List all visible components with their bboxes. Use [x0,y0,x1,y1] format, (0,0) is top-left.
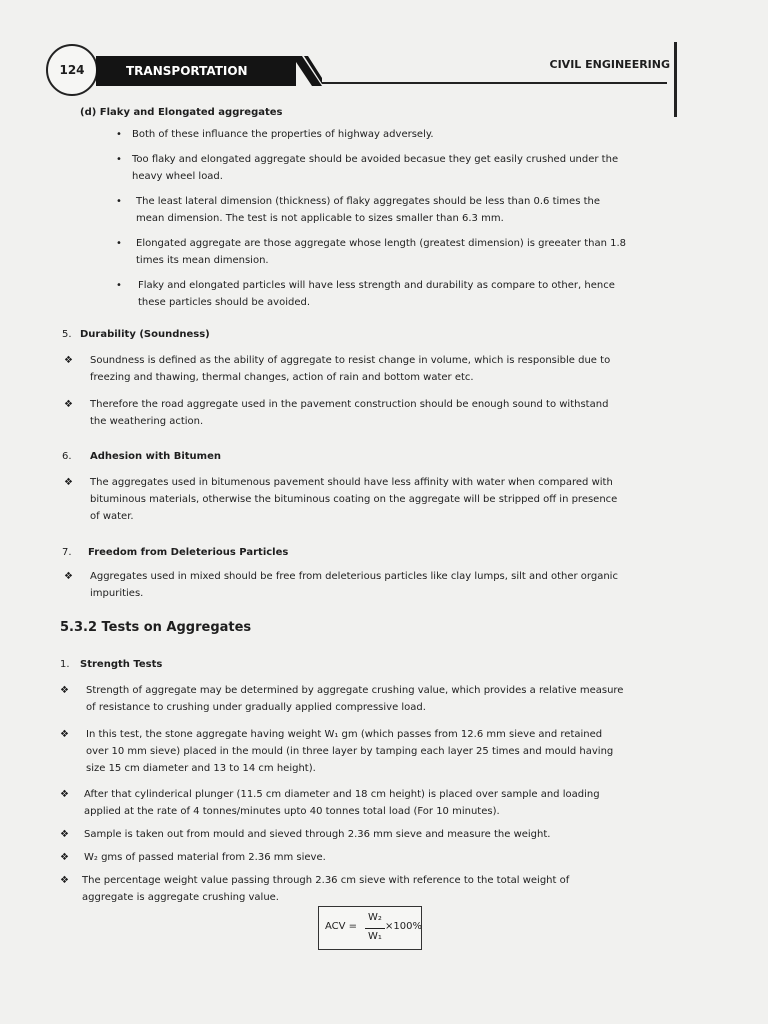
section-5-title: Durability (Soundness) [80,329,210,340]
s6-bullet-1-line-2: bituminous materials, otherwise the bituminous coating on the aggregate will be stripped off in presence [90,494,618,505]
d-bullet-3-line-2: mean dimension. The test is not applicable to sizes smaller than 6.3 mm. [136,213,504,224]
formula-rhs: ×100% [385,921,422,932]
bullet-diamond: ❖ [60,829,69,840]
page-number: 124 [59,63,85,77]
section-7-title: Freedom from Deleterious Particles [88,547,289,558]
d-bullet-2-line-1: Too flaky and elongated aggregate should be avoided becasue they get easily crushed under the [132,154,619,165]
bullet-diamond: ❖ [60,875,69,886]
s5-bullet-2-line-1: Therefore the road aggregate used in the pavement construction should be enough sound to withstand [90,399,609,410]
section-5-number: 5. [62,329,72,340]
bullet-dot: • [116,238,122,249]
t1-bullet-2-line-2: over 10 mm sieve) placed in the mould (in three layer by tamping each layer 25 times and mould having [86,746,614,757]
test-1-number: 1. [60,659,70,670]
d-bullet-1: Both of these influance the properties of highway adversely. [132,129,434,140]
bullet-dot: • [116,196,122,207]
bullet-diamond: ❖ [60,852,69,863]
fraction-bar [365,928,385,929]
t1-bullet-2-line-1: In this test, the stone aggregate having weight W₁ gm (which passes from 12.6 mm sieve and retained [86,729,603,740]
section-title: TRANSPORTATION [126,64,248,78]
t1-bullet-2-line-3: size 15 cm diameter and 13 to 14 cm height). [86,763,316,774]
bullet-diamond: ❖ [64,399,73,410]
t1-bullet-6-line-1: The percentage weight value passing through 2.36 cm sieve with reference to the total weight of [82,875,570,886]
section-7-number: 7. [62,547,72,558]
margin-bar [674,42,677,117]
bullet-dot: • [116,154,122,165]
d-bullet-2-line-2: heavy wheel load. [132,171,223,182]
section-5-3-2-heading: 5.3.2 Tests on Aggregates [60,620,252,635]
t1-bullet-1-line-2: of resistance to crushing under gradually applied compressive load. [86,702,426,713]
bullet-diamond: ❖ [64,477,73,488]
page-number-badge [46,44,98,96]
section-6-title: Adhesion with Bitumen [90,451,221,462]
formula-numerator: W₂ [368,912,382,923]
d-bullet-4-line-2: times its mean dimension. [136,255,269,266]
bullet-diamond: ❖ [64,355,73,366]
s6-bullet-1-line-3: of water. [90,511,134,522]
t1-bullet-3-line-1: After that cylinderical plunger (11.5 cm diameter and 18 cm height) is placed over sample and loading [84,789,600,800]
t1-bullet-1-line-1: Strength of aggregate may be determined by aggregate crushing value, which provides a relative measure [86,685,624,696]
d-bullet-4-line-1: Elongated aggregate are those aggregate whose length (greatest dimension) is greeater than 1.8 [136,238,627,249]
s7-bullet-1-line-2: impurities. [90,588,144,599]
formula-denominator: W₁ [368,931,382,942]
bullet-dot: • [116,280,122,291]
s5-bullet-1-line-2: freezing and thawing, thermal changes, action of rain and bottom water etc. [90,372,474,383]
bullet-diamond: ❖ [64,571,73,582]
bullet-diamond: ❖ [60,789,69,800]
book-title: CIVIL ENGINEERING [549,58,670,71]
s5-bullet-2-line-2: the weathering action. [90,416,204,427]
acv-formula-box [318,906,422,950]
d-bullet-5-line-1: Flaky and elongated particles will have less strength and durability as compare to other, hence [138,280,615,291]
section-6-number: 6. [62,451,72,462]
d-bullet-5-line-2: these particles should be avoided. [138,297,311,308]
header-rule [322,82,667,84]
s7-bullet-1-line-1: Aggregates used in mixed should be free from deleterious particles like clay lumps, silt and other organic [90,571,618,582]
bullet-diamond: ❖ [60,729,69,740]
t1-bullet-4: Sample is taken out from mould and sieved through 2.36 mm sieve and measure the weight. [84,829,551,840]
bullet-dot: • [116,129,122,140]
t1-bullet-5: W₂ gms of passed material from 2.36 mm sieve. [84,852,326,863]
header-slash-decoration [292,56,322,86]
d-bullet-3-line-1: The least lateral dimension (thickness) of flaky aggregates should be less than 0.6 times the [136,196,600,207]
s5-bullet-1-line-1: Soundness is defined as the ability of aggregate to resist change in volume, which is responsible due to [90,355,611,366]
t1-bullet-6-line-2: aggregate is aggregate crushing value. [82,892,279,903]
subsection-d-title: (d) Flaky and Elongated aggregates [80,107,283,118]
section-header-bar [96,56,296,86]
test-1-title: Strength Tests [80,659,163,670]
t1-bullet-3-line-2: applied at the rate of 4 tonnes/minutes upto 40 tonnes total load (For 10 minutes). [84,806,500,817]
s6-bullet-1-line-1: The aggregates used in bitumenous pavement should have less affinity with water when compared with [90,477,613,488]
formula-lhs: ACV = [325,921,358,932]
bullet-diamond: ❖ [60,685,69,696]
